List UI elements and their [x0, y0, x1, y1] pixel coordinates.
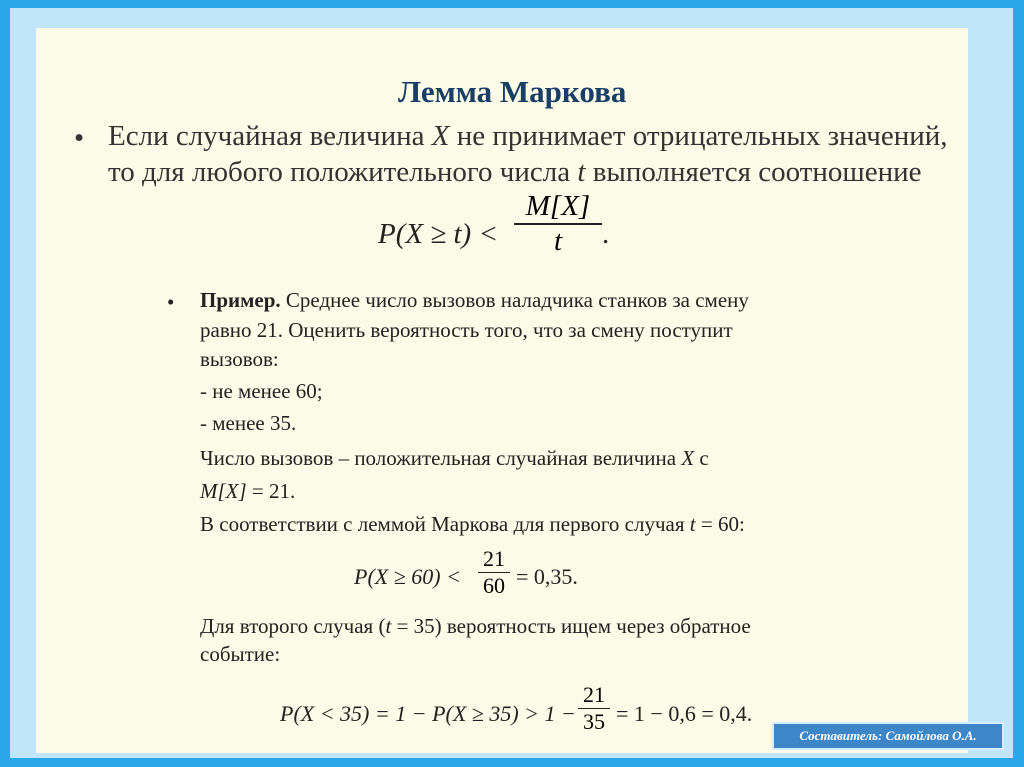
formula-1-fraction — [478, 546, 510, 599]
example-line-4: Число вызовов – положительная случайная величина X с — [200, 446, 709, 470]
formula-numerator: M[X] — [525, 190, 591, 222]
example-line-8: событие: — [200, 642, 281, 666]
example-line-7: Для второго случая (t = 35) вероятность ищем через обратное — [200, 614, 751, 638]
example-line-2: равно 21. Оценить вероятность того, что за смену поступит — [200, 318, 733, 342]
example-label: Пример. — [200, 288, 281, 312]
slide-frame — [10, 8, 1013, 758]
example-line-6: В соответствии с леммой Маркова для первого случая t = 60: — [200, 512, 745, 536]
statement-line-2: то для любого положительного числа t выполняется соотношение — [108, 156, 922, 188]
formula-2-denominator: 35 — [583, 709, 605, 734]
formula-fraction — [514, 190, 602, 258]
example-item-1: - не менее 60; — [200, 379, 323, 403]
formula-2-rhs: = 1 − 0,6 = 0,4. — [616, 701, 753, 726]
slide-title: Лемма Маркова — [398, 74, 627, 109]
formula-denominator: t — [553, 225, 563, 257]
markov-formula — [378, 218, 498, 251]
bullet-marker: • — [74, 122, 85, 154]
statement-line-1: Если случайная величина X не принимает отрицательных значений, — [108, 120, 948, 152]
formula-2-numerator: 21 — [583, 682, 605, 707]
slide-content — [36, 28, 968, 753]
formula-1-rhs: = 0,35. — [516, 564, 578, 589]
formula-1-denominator: 60 — [483, 573, 505, 598]
example-item-2: - менее 35. — [200, 411, 297, 435]
example-line-5: M[X] = 21. — [200, 479, 296, 503]
formula-2-fraction — [578, 682, 610, 735]
example-line-1: Пример. Среднее число вызовов наладчика станков за смену — [200, 288, 749, 312]
formula-end: . — [602, 218, 610, 250]
formula-lhs: P(X ≥ t) < — [378, 218, 499, 250]
formula-1-numerator: 21 — [483, 546, 505, 571]
example-bullet: • — [167, 290, 175, 314]
formula-1-lhs: P(X ≥ 60) < — [354, 564, 461, 589]
formula-2-lhs: P(X < 35) = 1 − P(X ≥ 35) > 1 − — [280, 701, 576, 726]
example-line-3: вызовов: — [200, 347, 279, 371]
author-credit: Составитель: Самойлова О.А. — [772, 722, 1004, 750]
